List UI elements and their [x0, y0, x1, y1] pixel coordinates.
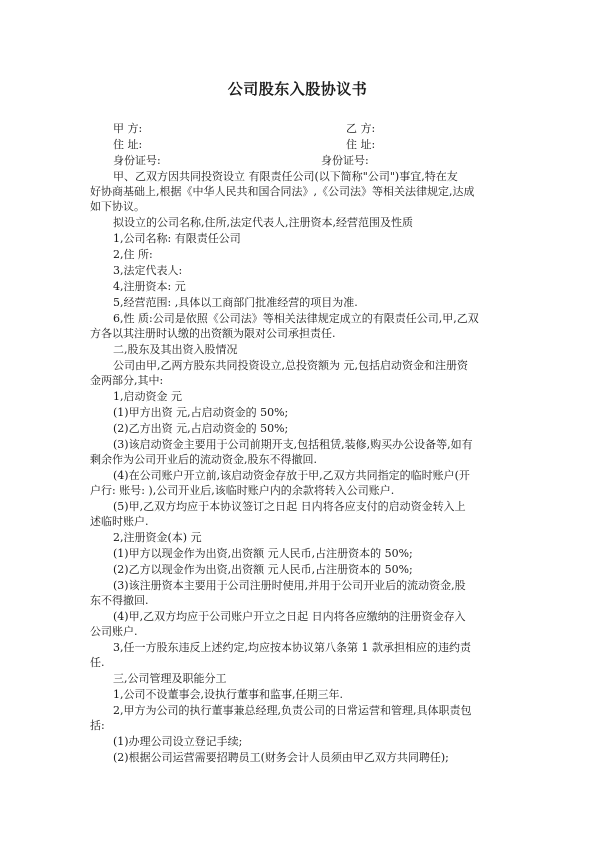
body-line: (3)该启动资金主要用于公司前期开支,包括租赁,装修,购买办公设备等,如有 [113, 438, 473, 451]
body-line: 2,甲方为公司的执行董事兼总经理,负责公司的日常运营和管理,具体职责包 [113, 704, 472, 717]
body-line: (2)乙方出资 元,占启动资金的 50%; [113, 422, 289, 435]
body-line: 甲、乙双方因共同投资设立 有限责任公司(以下简称"公司")事宜,特在友 [113, 170, 458, 183]
body-line: (1)甲方以现金作为出资,出资额 元人民币,占注册资本的 50%; [113, 547, 413, 560]
party-a-id: 身份证号: [113, 154, 161, 167]
section-heading: 拟设立的公司名称,住所,法定代表人,注册资本,经营范围及性质 [113, 216, 413, 229]
body-line: 5,经营范围: ,具体以工商部门批准经营的项目为准. [113, 296, 358, 309]
section-heading: 三,公司管理及职能分工 [113, 672, 227, 685]
body-line: 3,法定代表人: [113, 264, 183, 277]
body-line: 好协商基础上,根据《中华人民共和国合同法》,《公司法》等相关法律规定,达成 [90, 185, 475, 198]
body-line: 2,注册资金(本) 元 [113, 531, 202, 544]
body-line: (5)甲,乙双方均应于本协议签订之日起 日内将各应支付的启动资金转入上 [113, 500, 466, 513]
section-heading: 二,股东及其出资入股情况 [113, 343, 238, 356]
body-line: 剩余作为公司开业后的流动资金,股东不得撤回. [90, 453, 317, 466]
body-line: (1)甲方出资 元,占启动资金的 50%; [113, 406, 289, 419]
body-line: 户行: 账号: ),公司开业后,该临时账户内的余款将转入公司账户. [90, 484, 395, 497]
party-a-label: 甲 方: [113, 122, 143, 135]
body-line: 东不得撤回. [90, 594, 149, 607]
body-line: (2)根据公司运营需要招聘员工(财务会计人员须由甲乙双方共同聘任); [113, 751, 449, 764]
body-line: 如下协议。 [90, 200, 145, 213]
body-line: 方各以其注册时认缴的出资额为限对公司承担责任. [90, 327, 336, 340]
document-title: 公司股东入股协议书 [227, 80, 368, 98]
body-line: 2,住 所: [113, 248, 153, 261]
body-line: 1,公司名称: 有限责任公司 [113, 232, 241, 245]
body-line: (3)该注册资本主要用于公司注册时使用,并用于公司开业后的流动资金,股 [113, 579, 466, 592]
body-line: 3,任一方股东违反上述约定,均应按本协议第八条第 1 款承担相应的违约责 [113, 641, 471, 654]
body-line: 公司账户. [90, 625, 138, 638]
body-line: (2)乙方以现金作为出资,出资额 元人民币,占注册资本的 50%; [113, 563, 413, 576]
body-line: 1,启动资金 元 [113, 390, 182, 403]
body-line: 1,公司不设董事会,设执行董事和监事,任期三年. [113, 688, 343, 701]
body-line: 公司由甲,乙两方股东共同投资设立,总投资额为 元,包括启动资金和注册资 [113, 359, 468, 372]
party-b-address: 住 址: [346, 138, 376, 151]
body-line: 括: [90, 719, 105, 732]
body-line: (4)甲,乙双方均应于公司账户开立之日起 日内将各应缴纳的注册资金存入 [113, 610, 466, 623]
party-b-id: 身份证号: [321, 154, 369, 167]
body-line: 4,注册资本: 元 [113, 280, 186, 293]
body-line: (1)办理公司设立登记手续; [113, 735, 243, 748]
body-line: (4)在公司账户开立前,该启动资金存放于甲,乙双方共同指定的临时账户(开 [113, 469, 470, 482]
body-line: 6,性 质:公司是依照《公司法》等相关法律规定成立的有限责任公司,甲,乙双 [113, 312, 479, 325]
party-a-address: 住 址: [113, 138, 143, 151]
body-line: 述临时账户. [90, 515, 149, 528]
party-b-label: 乙 方: [346, 122, 376, 135]
body-line: 金两部分,其中: [90, 374, 164, 387]
body-line: 任. [90, 656, 105, 669]
